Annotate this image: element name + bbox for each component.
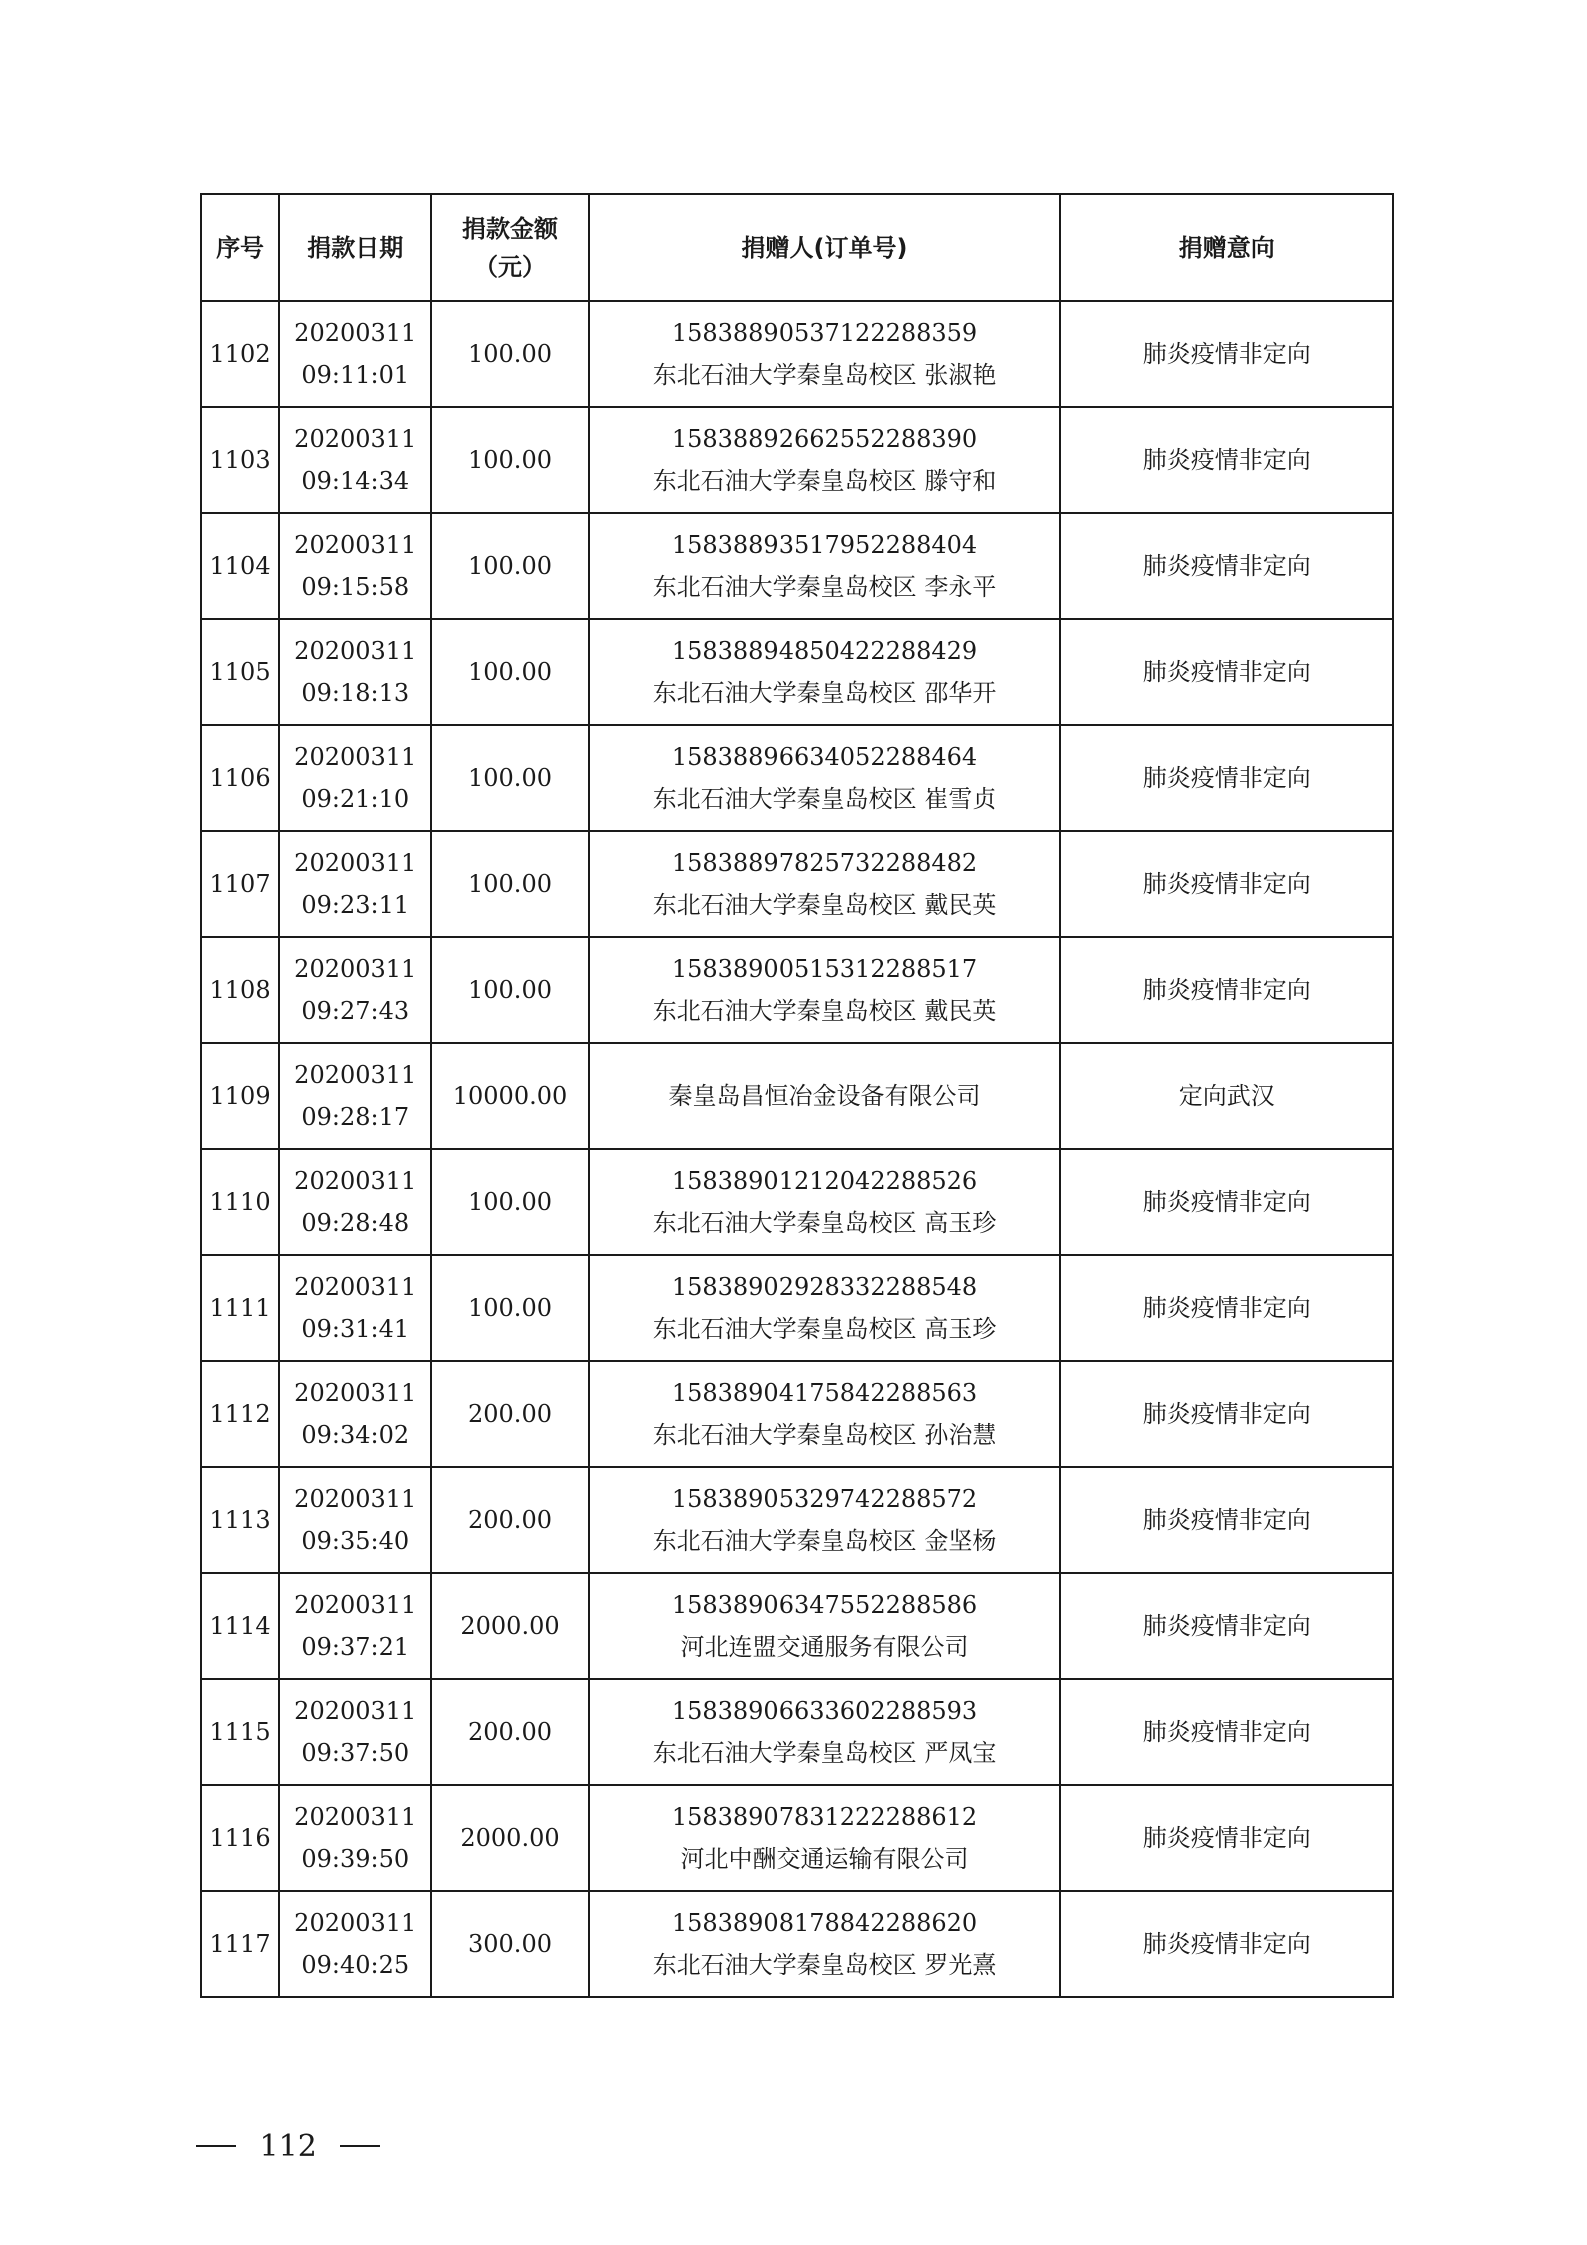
cell-seq: 1105: [201, 619, 279, 725]
cell-seq: 1112: [201, 1361, 279, 1467]
cell-seq: 1111: [201, 1255, 279, 1361]
cell-date: [279, 1785, 431, 1891]
cell-date-day: 20200311: [294, 1591, 417, 1619]
cell-date: [279, 1361, 431, 1467]
cell-date-time: 09:15:58: [301, 573, 410, 601]
cell-order-number: 15838901212042288526: [671, 1167, 978, 1195]
cell-seq: 1113: [201, 1467, 279, 1573]
cell-seq: 1102: [201, 301, 279, 407]
header-amount: [431, 194, 588, 301]
cell-intent: 定向武汉: [1060, 1043, 1393, 1149]
cell-intent: 肺炎疫情非定向: [1060, 831, 1393, 937]
cell-order-number: 15838893517952288404: [671, 531, 978, 559]
cell-date: [279, 1891, 431, 1997]
cell-seq: 1109: [201, 1043, 279, 1149]
table-row: [201, 1467, 1393, 1573]
cell-date-time: 09:28:48: [301, 1209, 410, 1237]
cell-date-time: 09:37:21: [301, 1633, 410, 1661]
cell-intent: 肺炎疫情非定向: [1060, 301, 1393, 407]
cell-date-time: 09:34:02: [301, 1421, 410, 1449]
cell-date-time: 09:18:13: [301, 679, 410, 707]
table-row: [201, 407, 1393, 513]
cell-intent: 肺炎疫情非定向: [1060, 1573, 1393, 1679]
cell-intent: 肺炎疫情非定向: [1060, 513, 1393, 619]
cell-intent: 肺炎疫情非定向: [1060, 1255, 1393, 1361]
cell-date: [279, 1573, 431, 1679]
cell-seq: 1114: [201, 1573, 279, 1679]
cell-date-day: 20200311: [294, 1803, 417, 1831]
cell-date-time: 09:23:11: [301, 891, 410, 919]
cell-date-day: 20200311: [294, 319, 417, 347]
cell-donor: [589, 1467, 1061, 1573]
table-row: [201, 1891, 1393, 1997]
cell-date: [279, 619, 431, 725]
cell-date: [279, 1255, 431, 1361]
cell-donor-name: 东北石油大学秦皇岛校区 高玉珍: [652, 1209, 997, 1237]
table-row: [201, 831, 1393, 937]
cell-intent: 肺炎疫情非定向: [1060, 1149, 1393, 1255]
cell-date-day: 20200311: [294, 531, 417, 559]
cell-order-number: 15838894850422288429: [671, 637, 978, 665]
cell-donor: [589, 831, 1061, 937]
cell-amount: 2000.00: [431, 1785, 588, 1891]
cell-date: [279, 1467, 431, 1573]
cell-date: [279, 1043, 431, 1149]
cell-date-day: 20200311: [294, 425, 417, 453]
cell-donor-name: 东北石油大学秦皇岛校区 戴民英: [652, 997, 997, 1025]
cell-date-time: 09:28:17: [301, 1103, 410, 1131]
cell-donor-name: 东北石油大学秦皇岛校区 李永平: [652, 573, 997, 601]
cell-donor: [589, 619, 1061, 725]
header-donor: 捐赠人(订单号): [589, 194, 1061, 301]
cell-date-day: 20200311: [294, 1485, 417, 1513]
cell-date-day: 20200311: [294, 1909, 417, 1937]
cell-amount: 100.00: [431, 513, 588, 619]
cell-donor: [589, 513, 1061, 619]
table-row: [201, 1573, 1393, 1679]
cell-donor-name: 东北石油大学秦皇岛校区 金坚杨: [652, 1527, 997, 1555]
table-row: [201, 619, 1393, 725]
cell-seq: 1107: [201, 831, 279, 937]
cell-intent: 肺炎疫情非定向: [1060, 1361, 1393, 1467]
cell-order-number: 15838902928332288548: [671, 1273, 978, 1301]
table-row: [201, 1149, 1393, 1255]
header-seq: 序号: [201, 194, 279, 301]
cell-amount: 100.00: [431, 619, 588, 725]
table-row: [201, 725, 1393, 831]
cell-amount: 2000.00: [431, 1573, 588, 1679]
cell-date-time: 09:35:40: [301, 1527, 410, 1555]
cell-amount: 300.00: [431, 1891, 588, 1997]
cell-seq: 1103: [201, 407, 279, 513]
cell-donor: [589, 301, 1061, 407]
cell-date-day: 20200311: [294, 1273, 417, 1301]
cell-amount: 100.00: [431, 407, 588, 513]
cell-intent: 肺炎疫情非定向: [1060, 619, 1393, 725]
cell-order-number: 15838906633602288593: [671, 1697, 978, 1725]
cell-date: [279, 937, 431, 1043]
table-header-row: [201, 194, 1393, 301]
cell-seq: 1108: [201, 937, 279, 1043]
cell-seq: 1116: [201, 1785, 279, 1891]
cell-date-time: 09:21:10: [301, 785, 410, 813]
cell-date-time: 09:39:50: [301, 1845, 410, 1873]
cell-order-number: 15838905329742288572: [671, 1485, 978, 1513]
cell-intent: 肺炎疫情非定向: [1060, 937, 1393, 1043]
cell-date-time: 09:31:41: [301, 1315, 410, 1343]
cell-donor: [589, 1255, 1061, 1361]
header-amount-label: 捐款金额: [462, 214, 558, 243]
cell-date-day: 20200311: [294, 743, 417, 771]
cell-donor-name: 东北石油大学秦皇岛校区 严凤宝: [652, 1739, 997, 1767]
cell-date: [279, 1679, 431, 1785]
cell-date-time: 09:37:50: [301, 1739, 410, 1767]
cell-amount: 10000.00: [431, 1043, 588, 1149]
cell-order-number: 15838900515312288517: [671, 955, 978, 983]
cell-donor: [589, 937, 1061, 1043]
cell-donor: [589, 725, 1061, 831]
cell-donor-name: 东北石油大学秦皇岛校区 张淑艳: [652, 361, 997, 389]
cell-donor-name: 东北石油大学秦皇岛校区 崔雪贞: [652, 785, 997, 813]
footer-dash-left: [196, 2145, 236, 2147]
table-row: [201, 513, 1393, 619]
cell-amount: 200.00: [431, 1467, 588, 1573]
cell-order-number: 15838892662552288390: [671, 425, 978, 453]
cell-order-number: 15838908178842288620: [671, 1909, 978, 1937]
cell-seq: 1117: [201, 1891, 279, 1997]
table-row: [201, 1255, 1393, 1361]
cell-date-day: 20200311: [294, 1061, 417, 1089]
page-number: 112: [259, 2128, 317, 2164]
donation-table: [200, 193, 1394, 1998]
cell-donor-name: 河北中酬交通运输有限公司: [680, 1845, 969, 1873]
cell-date: [279, 831, 431, 937]
cell-donor-name: 东北石油大学秦皇岛校区 滕守和: [652, 467, 997, 495]
cell-donor-name: 东北石油大学秦皇岛校区 邵华开: [652, 679, 997, 707]
cell-seq: 1110: [201, 1149, 279, 1255]
cell-seq: 1104: [201, 513, 279, 619]
cell-date-day: 20200311: [294, 637, 417, 665]
cell-date: [279, 1149, 431, 1255]
cell-amount: 100.00: [431, 937, 588, 1043]
cell-amount: 100.00: [431, 831, 588, 937]
cell-amount: 200.00: [431, 1361, 588, 1467]
cell-seq: 1115: [201, 1679, 279, 1785]
cell-order-number: 15838906347552288586: [671, 1591, 978, 1619]
cell-intent: 肺炎疫情非定向: [1060, 1679, 1393, 1785]
cell-donor: [589, 407, 1061, 513]
cell-order-number: 15838907831222288612: [671, 1803, 978, 1831]
cell-amount: 100.00: [431, 301, 588, 407]
header-intent: 捐赠意向: [1060, 194, 1393, 301]
cell-date-day: 20200311: [294, 1167, 417, 1195]
table-row: [201, 301, 1393, 407]
cell-seq: 1106: [201, 725, 279, 831]
cell-order-number: 15838896634052288464: [671, 743, 978, 771]
header-amount-unit: （元）: [474, 252, 546, 281]
header-date: 捐款日期: [279, 194, 431, 301]
cell-amount: 200.00: [431, 1679, 588, 1785]
table-body: [201, 301, 1393, 1997]
cell-intent: 肺炎疫情非定向: [1060, 725, 1393, 831]
cell-date-day: 20200311: [294, 849, 417, 877]
cell-amount: 100.00: [431, 725, 588, 831]
cell-date: [279, 725, 431, 831]
cell-order-number: 15838897825732288482: [671, 849, 978, 877]
cell-order-number: 15838890537122288359: [671, 319, 978, 347]
cell-donor: [589, 1573, 1061, 1679]
cell-intent: 肺炎疫情非定向: [1060, 407, 1393, 513]
cell-intent: 肺炎疫情非定向: [1060, 1785, 1393, 1891]
footer-dash-right: [340, 2145, 380, 2147]
cell-date-day: 20200311: [294, 1697, 417, 1725]
cell-amount: 100.00: [431, 1255, 588, 1361]
cell-order-number: 15838904175842288563: [671, 1379, 978, 1407]
cell-date: [279, 301, 431, 407]
cell-date: [279, 513, 431, 619]
cell-intent: 肺炎疫情非定向: [1060, 1467, 1393, 1573]
cell-date-day: 20200311: [294, 1379, 417, 1407]
cell-donor-name: 东北石油大学秦皇岛校区 罗光熹: [652, 1951, 997, 1979]
cell-donor: [589, 1891, 1061, 1997]
cell-intent: 肺炎疫情非定向: [1060, 1891, 1393, 1997]
cell-donor-name: 河北连盟交通服务有限公司: [680, 1633, 969, 1661]
cell-donor-name: 东北石油大学秦皇岛校区 高玉珍: [652, 1315, 997, 1343]
cell-donor: [589, 1679, 1061, 1785]
cell-donor: [589, 1043, 1061, 1149]
table-row: [201, 1361, 1393, 1467]
cell-date-time: 09:40:25: [301, 1951, 410, 1979]
cell-donor-name: 东北石油大学秦皇岛校区 戴民英: [652, 891, 997, 919]
cell-date-time: 09:27:43: [301, 997, 410, 1025]
cell-donor-name: 秦皇岛昌恒冶金设备有限公司: [668, 1082, 981, 1110]
table-row: [201, 1679, 1393, 1785]
cell-donor-name: 东北石油大学秦皇岛校区 孙治慧: [652, 1421, 997, 1449]
table-row: [201, 1785, 1393, 1891]
cell-donor: [589, 1785, 1061, 1891]
page-footer: [196, 2127, 380, 2164]
cell-date-time: 09:14:34: [301, 467, 410, 495]
table-row: [201, 937, 1393, 1043]
cell-date-day: 20200311: [294, 955, 417, 983]
table-row: [201, 1043, 1393, 1149]
cell-donor: [589, 1361, 1061, 1467]
cell-amount: 100.00: [431, 1149, 588, 1255]
cell-date: [279, 407, 431, 513]
cell-donor: [589, 1149, 1061, 1255]
cell-date-time: 09:11:01: [301, 361, 410, 389]
